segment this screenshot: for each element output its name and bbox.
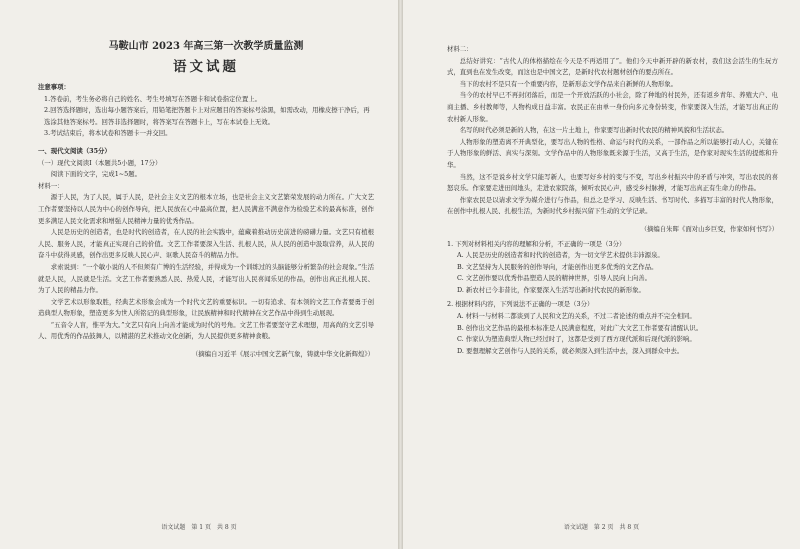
option-1d: D. 新农村已今非昔比，作家要深入生活写出新时代农民的新形象。 xyxy=(457,285,645,294)
option-2a: A. 材料一与材料二都谈到了人民和文艺的关系，不过二者论述的重点并不完全相同。 xyxy=(457,312,696,321)
note-3: 3.考试结束后，将本试卷和答题卡一并交回。 xyxy=(44,129,172,138)
option-1c: C. 文艺创作要以优秀作品塑造人民的精神世界，引导人民向上向善。 xyxy=(457,274,652,283)
page-right-content xyxy=(447,44,778,357)
paragraph: 文学艺术以形象取胜，经典艺术形象会成为一个时代文艺的重要标识。一切有追求、有本领的文艺工作者要勇于创造典型人物形象，塑造更多为世人所铭记的典型形象，让民族精神和时代精神在文艺作品中得到生动展现。 xyxy=(38,297,374,318)
option-1b: B. 文艺坚持为人民服务的创作导向，才能创作出更多优秀的文艺作品。 xyxy=(457,262,658,271)
page-right xyxy=(403,0,800,549)
option-2d: D. 要想理解文艺创作与人民的关系，就必须深入到生活中去，深入到群众中去。 xyxy=(457,346,684,355)
material-label: 材料二： xyxy=(447,45,473,53)
source-citation: （摘编自朱晖《面对山乡巨变，作家如何书写》） xyxy=(640,224,778,233)
paragraph: 人民是历史的创造者，也是时代的创造者，在人民的社会实践中，蕴藏着推动历史前进的磅礴力量。文艺只有植根人民、服务人民，才能真正实现自己的价值。文艺工作者要深入生活、扎根人民，从人民的创造中汲取营养，从人民的奋斗中获得灵感，创作出更多反映人民心声、讴歌人民奋斗的精品力作。 xyxy=(38,228,374,260)
page-footer: 语文试题 第 1 页 共 8 页 xyxy=(161,524,237,531)
page-left xyxy=(0,0,398,549)
paragraph: 当然，这不是说乡村文学只能写新人，也要写好乡村的变与不变，写出乡村振兴中的矛盾与冲突，写出农民的喜怒哀乐。作家要走进田间地头，走进农家院落，倾听农民心声，感受乡村脉搏，才能写出真正有生命力的作品。 xyxy=(447,172,778,193)
page-footer: 语文试题 第 2 页 共 8 页 xyxy=(563,524,640,531)
option-2c: C. 作家认为塑造典型人物已经过时了，这都是受到了西方现代派和后现代派的影响。 xyxy=(457,335,696,344)
question-1: 1. 下列对材料相关内容的理解和分析，不正确的一项是（3分） xyxy=(447,239,626,248)
note-2: 2.回答选择题时，选出每小题答案后，用铅笔把答题卡上对应题目的答案标号涂黑，如需改动，用橡皮擦干净后，再选涂其他答案标号。回答非选择题时，将答案写在答题卡上，写在本试卷上无效。 xyxy=(44,106,370,126)
material-label: 材料一： xyxy=(38,181,64,190)
note-1: 1.答卷前，考生务必将自己的姓名、考生号填写在答题卡和试卷指定位置上。 xyxy=(44,94,261,103)
paragraph: 总结好讲究：“古代人的体格描绘在今天是不再适用了”。他们今天中新开辟的新农村，我们这会活生的生玩方式，直到也在发生改变，而这也是中国文艺，是新时代农村题材创作的要点所在。 xyxy=(447,56,778,77)
source-citation: （摘编自习近平《展示中国文艺新气象，铸就中华文化新辉煌》） xyxy=(191,350,374,359)
subsection-heading: （一）现代文阅读Ⅰ（本题共5小题，17分） xyxy=(38,158,162,167)
question-2: 2. 根据材料内容，下列说法不正确的一项是（3分） xyxy=(447,300,594,309)
paragraph: 名写的时代必须是新的人物，在这一片土地上，作家要写出新时代农民的精神风貌和生活状态。 xyxy=(459,126,729,135)
paragraph: 当今的农村早已不再封闭落后，而是一个开放活跃的小社会，除了种地的村民外，还有返乡青年、养殖大户、电商主播、乡村教师等，人物构成日益丰富。农民正在由单一身份向多元身份转变，作家要深入生活，才能写出真正的农村新人形象。 xyxy=(447,91,778,123)
instruction: 阅读下面的文字，完成1~5题。 xyxy=(50,170,141,179)
paragraph: 人物形象的塑造离不开典型化，要写出人物的性格、命运与时代的关系，一部作品之所以能够打动人心，关键在于人物形象的鲜活、真实与深刻。文学作品中的人物形象既来源于生活，又高于生活，是作家对现实生活的提炼和升华。 xyxy=(447,137,778,169)
paragraph: 当下的农村不是只有一个重要内容，是新形态文学作品来自新鲜的人物形象。 xyxy=(459,79,678,88)
paragraph: “五音令人盲，惟平为大。”文艺只有向上向善才能成为时代的号角。文艺工作者要坚守艺术理想，用高尚的文艺引导人、用优秀的作品鼓舞人，以精湛的艺术推动文化创新，为人民提供更多精神食粮。 xyxy=(38,320,374,341)
paragraph: 求索说到：“一个敏小说的人不但须有广博的生活经验，并得成为一个训练过的头脑能够分析繁杂的社会现象。”生活就是人民，人民就是生活。文艺工作者要熟悉人民、热爱人民，才能写出人民喜闻乐见的作品，创作出真正扎根人民、为了人民的精品力作。 xyxy=(38,262,374,295)
exam-title: 马鞍山市 2023 年高三第一次教学质量监测 xyxy=(108,41,304,52)
notes-heading: 注意事项： xyxy=(38,83,70,91)
page-left-content xyxy=(38,40,374,361)
section-heading: 一、现代文阅读（35分） xyxy=(38,146,111,155)
paragraph: 作家农民是以请求文学为媒介进行与作品，但总之是学习、反映生活、书写时代、多描写丰富的时代人物形象，在创作中扎根人民、扎根生活，为新时代乡村振兴留下生动的文学记录。 xyxy=(447,195,778,216)
paragraph: 源于人民，为了人民，属于人民，是社会主义文艺的根本立场，也是社会主义文艺繁荣发展的动力所在。广大文艺工作者要坚持以人民为中心的创作导向，把人民放在心中最高位置，把人民满意不满意作为检验艺术的最高标准，创作更多满足人民文化需求和增强人民精神力量的优秀作品。 xyxy=(38,193,374,225)
option-2b: B. 创作出文艺作品的最根本标准是人民满意程度，对此广大文艺工作者要有清醒认识。 xyxy=(457,323,703,332)
subject-title: 语文试题 xyxy=(173,59,239,75)
option-1a: A. 人民是历史的创造者和时代的创造者，为一切文学艺术提供丰沛源泉。 xyxy=(457,251,664,260)
